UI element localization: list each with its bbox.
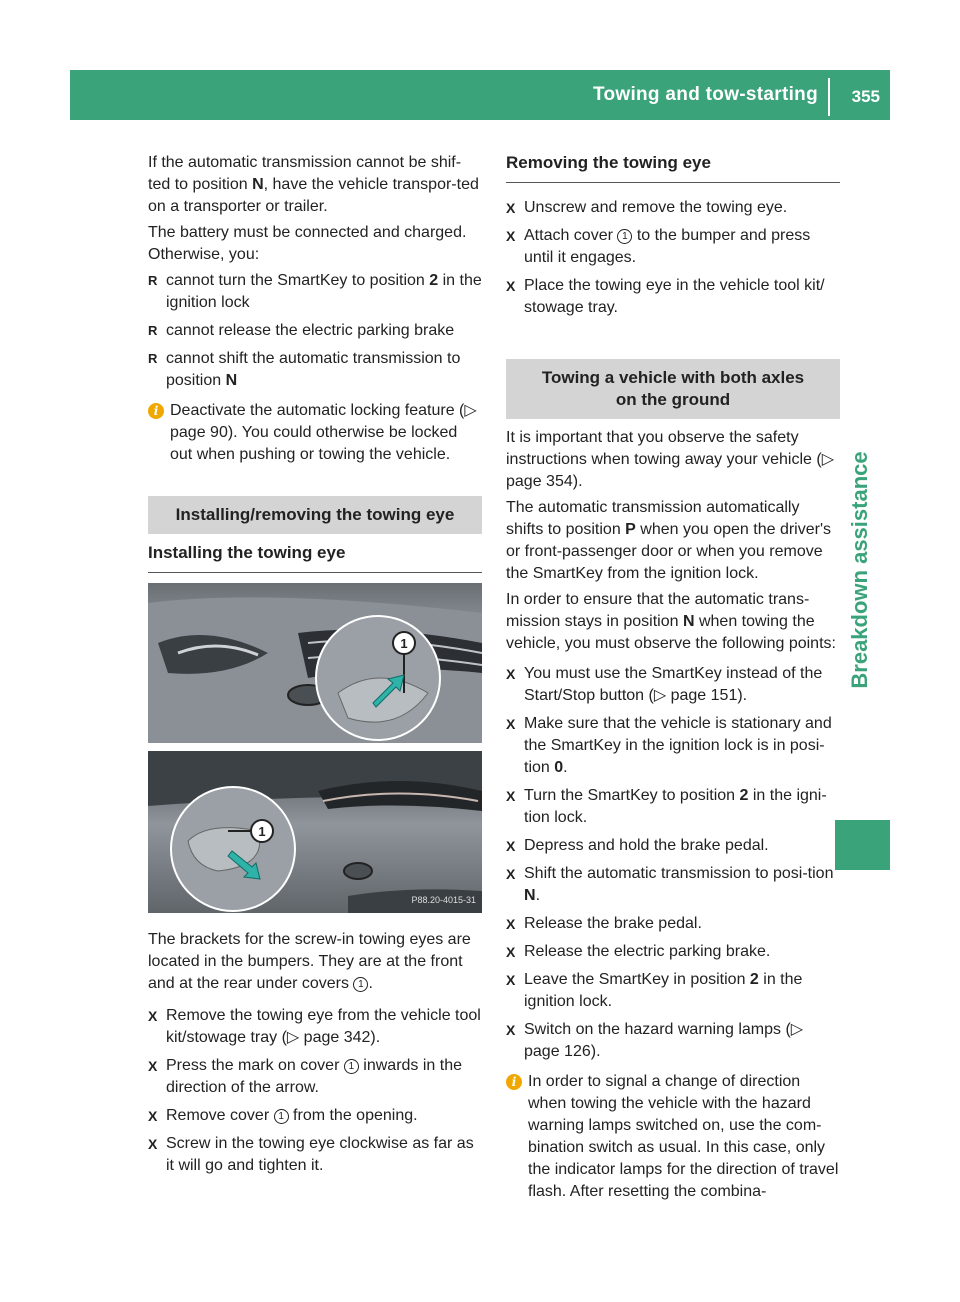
- callout-1-icon: 1: [274, 1109, 289, 1124]
- instruction-step: X Remove cover 1 from the opening.: [148, 1105, 482, 1127]
- instruction-step: X Place the towing eye in the vehicle tool kit/ stowage tray.: [506, 275, 840, 319]
- right-column: [506, 152, 840, 1207]
- instruction-step: X Release the brake pedal.: [506, 913, 840, 935]
- instruction-step: X Press the mark on cover 1 inwards in the direction of the arrow.: [148, 1055, 482, 1099]
- instruction-step: X Attach cover 1 to the bumper and press until it engages.: [506, 225, 840, 269]
- subheading: Installing the towing eye: [148, 542, 482, 573]
- section-heading: Towing a vehicle with both axles on the ground: [506, 359, 840, 419]
- page-number: 355: [851, 87, 880, 106]
- left-column: [148, 152, 482, 1183]
- front-bumper-photo: [148, 583, 482, 743]
- instruction-step: X Unscrew and remove the towing eye.: [506, 197, 840, 219]
- towing-eye-figure: [148, 583, 482, 913]
- instruction-step: X Make sure that the vehicle is stationary and the SmartKey in the ignition lock is in posi-tion 0.: [506, 713, 840, 779]
- subheading: Removing the towing eye: [506, 152, 840, 183]
- info-icon: i: [148, 403, 164, 419]
- callout-1-icon: 1: [617, 229, 632, 244]
- list-item: R cannot turn the SmartKey to position 2 in the ignition lock: [148, 270, 482, 314]
- instruction-step: X Shift the automatic transmission to posi-tion N.: [506, 863, 840, 907]
- side-section-text: Breakdown assistance: [847, 451, 872, 689]
- instruction-step: X Turn the SmartKey to position 2 in the igni-tion lock.: [506, 785, 840, 829]
- instruction-step: X Leave the SmartKey in position 2 in the ignition lock.: [506, 969, 840, 1013]
- svg-text:1: 1: [258, 824, 266, 839]
- info-text: In order to signal a change of direction when towing the vehicle with the hazard warning lamps switched on, use the com-bination switch as usual. In this case, only the indicator lamps for the direction of travel flash. After resetting the combina-: [528, 1073, 839, 1200]
- paragraph: In order to ensure that the automatic trans-mission stays in position N when towing the vehicle, you must observe the following points:: [506, 591, 836, 652]
- callout-1-icon: 1: [344, 1059, 359, 1074]
- info-text: Deactivate the automatic locking feature (▷ page 90). You could otherwise be locked out when pushing or towing the vehicle.: [170, 402, 477, 463]
- list-item: R cannot shift the automatic transmission to position N: [148, 348, 482, 392]
- info-note: [506, 1071, 840, 1203]
- info-note: [148, 400, 482, 466]
- paragraph: The battery must be connected and charged. Otherwise, you:: [148, 224, 467, 263]
- instruction-step: X Screw in the towing eye clockwise as far as it will go and tighten it.: [148, 1133, 482, 1177]
- instruction-step: X Release the electric parking brake.: [506, 941, 840, 963]
- paragraph: The brackets for the screw-in towing eyes are located in the bumpers. They are at the front and at the rear under covers 1 .: [148, 931, 471, 992]
- paragraph: It is important that you observe the safety instructions when towing away your vehicle (▷ page 354).: [506, 429, 835, 490]
- header-divider: [828, 78, 830, 116]
- callout-1-icon: 1: [353, 977, 368, 992]
- instruction-step: X Depress and hold the brake pedal.: [506, 835, 840, 857]
- instruction-step: X You must use the SmartKey instead of the Start/Stop button (▷ page 151).: [506, 663, 840, 707]
- rear-bumper-photo: [148, 751, 482, 913]
- page-header: [70, 70, 890, 120]
- info-icon: i: [506, 1074, 522, 1090]
- instruction-step: X Switch on the hazard warning lamps (▷ page 126).: [506, 1019, 840, 1063]
- paragraph: The automatic transmission automatically shifts to position P when you open the driver's or front-passenger door or when you remove the SmartKey from the ignition lock.: [506, 499, 832, 582]
- list-item: R cannot release the electric parking brake: [148, 320, 482, 342]
- instruction-step: X Remove the towing eye from the vehicle tool kit/stowage tray (▷ page 342).: [148, 1005, 482, 1049]
- front-bumper-illustration: [148, 583, 482, 743]
- section-heading: Installing/removing the towing eye: [148, 496, 482, 534]
- side-section-label: [835, 420, 885, 720]
- figure-code: P88.20-4015-31: [411, 895, 476, 905]
- side-tab-marker: [835, 820, 890, 870]
- svg-text:1: 1: [400, 636, 408, 651]
- paragraph: If the automatic transmission cannot be shif-ted to position N, have the vehicle transpor-ted on a transporter or trailer.: [148, 154, 479, 215]
- chapter-title: Towing and tow-starting: [592, 84, 818, 105]
